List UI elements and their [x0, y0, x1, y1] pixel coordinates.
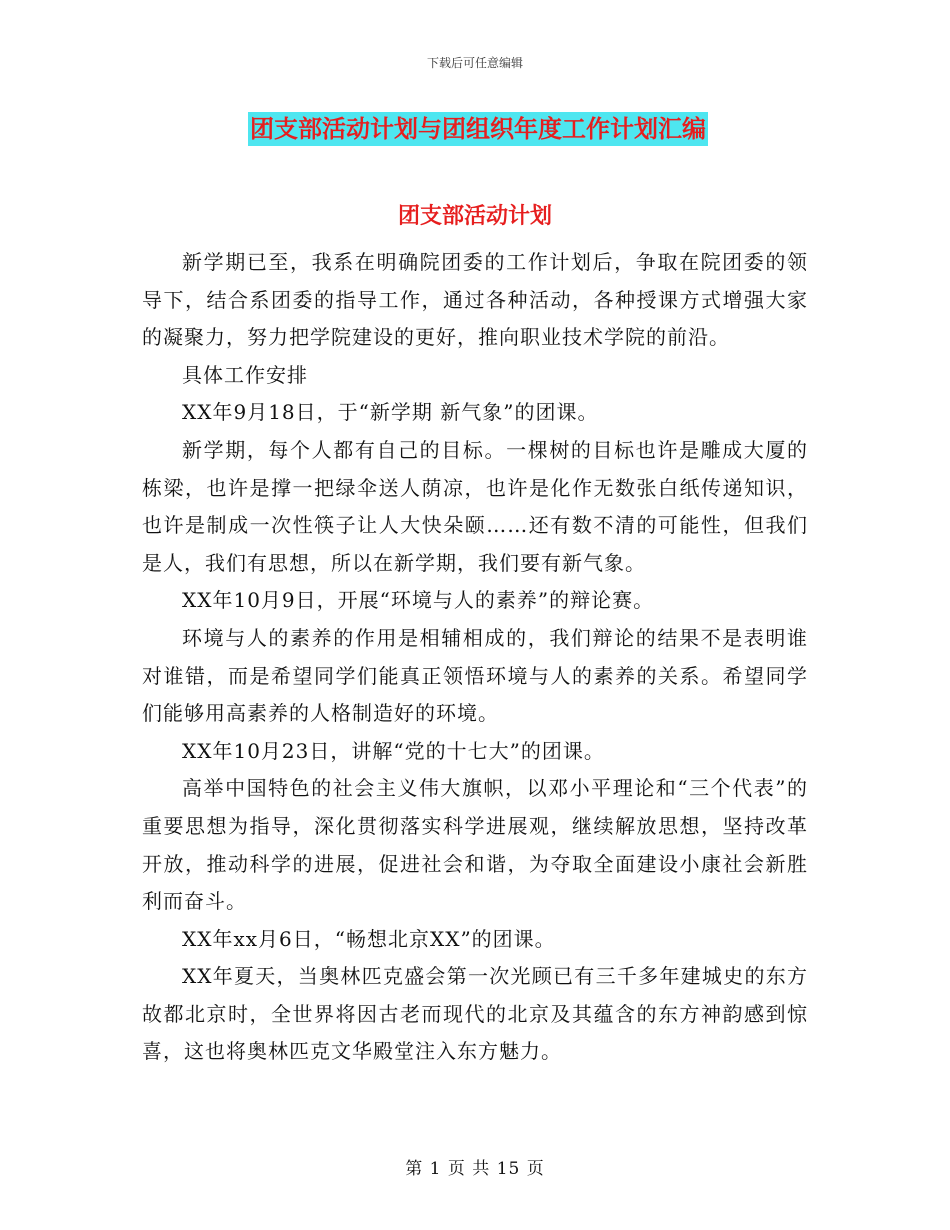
paragraph: 高举中国特色的社会主义伟大旗帜，以邓小平理论和“三个代表”的重要思想为指导，深化贯彻落实科学进展观，继续解放思想，坚持改革开放，推动科学的进展，促进社会和谐，为夺取全面建设小康社会新胜利而奋斗。 — [142, 776, 808, 914]
document-body — [142, 244, 808, 1071]
paragraph: XX年xx月6日，“畅想北京XX”的团课。 — [182, 926, 556, 951]
paragraph: 新学期，每个人都有自己的目标。一棵树的目标也许是雕成大厦的栋梁，也许是撑一把绿伞送人荫凉，也许是化作无数张白纸传递知识，也许是制成一次性筷子让人大快朵颐……还有数不清的可能性，但我们是人，我们有思想，所以在新学期，我们要有新气象。 — [142, 437, 808, 575]
paragraph: 新学期已至，我系在明确院团委的工作计划后，争取在院团委的领导下，结合系团委的指导工作，通过各种活动，各种授课方式增强大家的凝聚力，努力把学院建设的更好，推向职业技术学院的前沿。 — [142, 250, 808, 350]
paragraph: XX年夏天，当奥林匹克盛会第一次光顾已有三千多年建城史的东方故都北京时，全世界将因古老而现代的北京及其蕴含的东方神韵感到惊喜，这也将奥林匹克文华殿堂注入东方魅力。 — [142, 964, 808, 1064]
paragraph: XX年10月9日，开展“环境与人的素养”的辩论赛。 — [182, 588, 655, 613]
header-note: 下载后可任意编辑 — [426, 56, 523, 70]
section-title: 团支部活动计划 — [397, 204, 552, 229]
paragraph: XX年9月18日，于“新学期 新气象”的团课。 — [182, 400, 599, 425]
paragraph: 环境与人的素养的作用是相辅相成的，我们辩论的结果不是表明谁对谁错，而是希望同学们能真正领悟环境与人的素养的关系。希望同学们能够用高素养的人格制造好的环境。 — [142, 625, 808, 726]
paragraph: 具体工作安排 — [182, 362, 308, 387]
paragraph: XX年10月23日，讲解“党的十七大”的团课。 — [182, 738, 605, 763]
page-indicator: 第 1 页 共 15 页 — [405, 1159, 545, 1179]
document-main-title: 团支部活动计划与团组织年度工作计划汇编 — [248, 112, 708, 146]
